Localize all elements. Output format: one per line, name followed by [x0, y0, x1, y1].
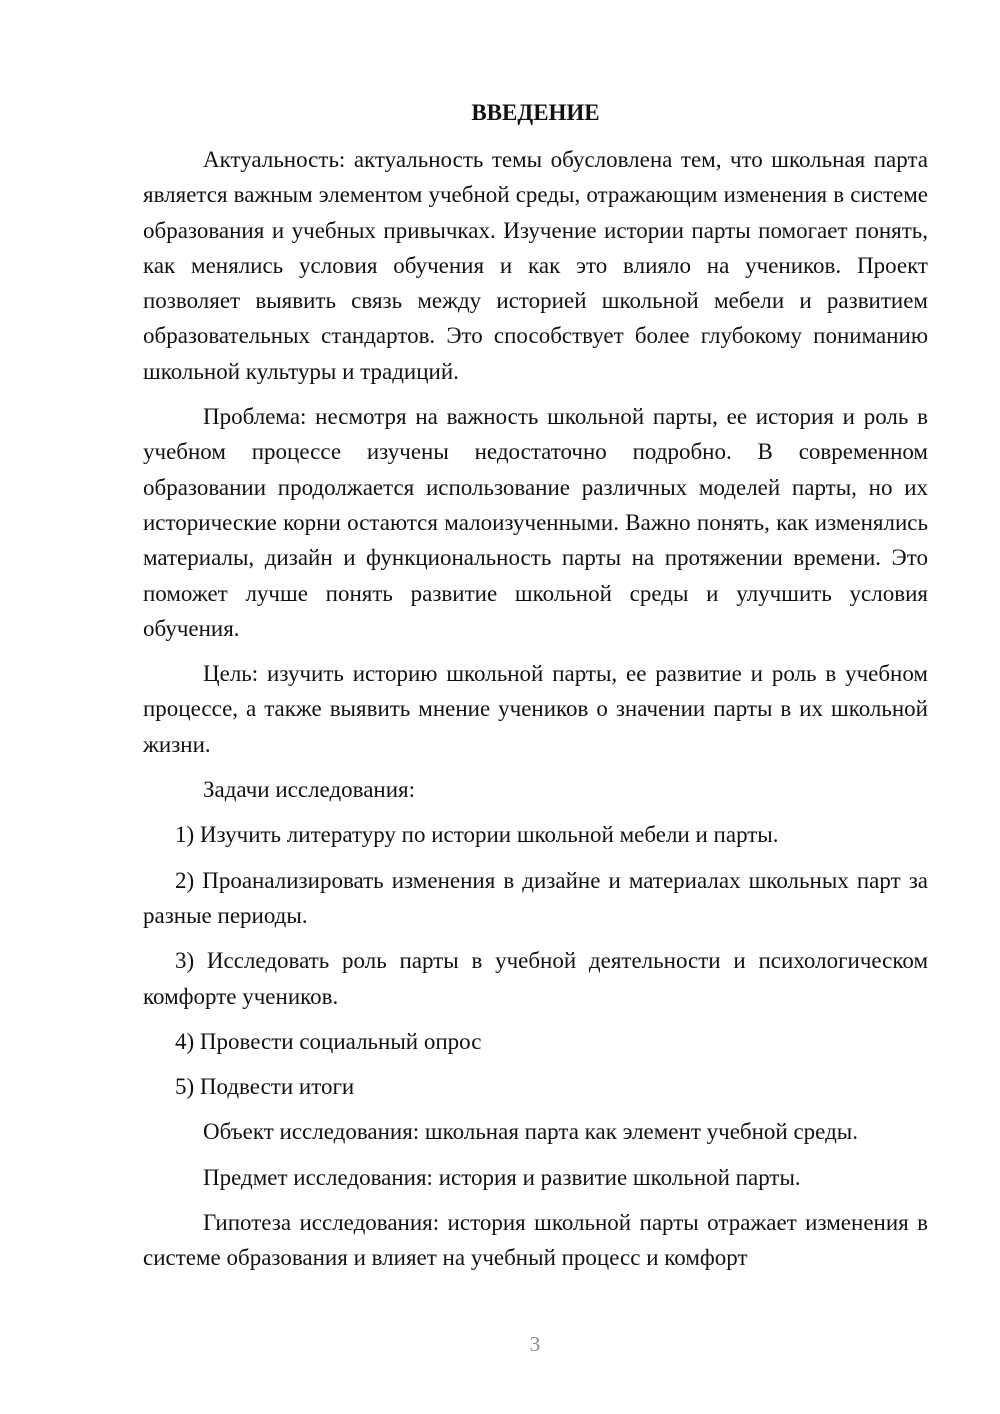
hypothesis-paragraph: Гипотеза исследования: история школьной парты отражает изменения в системе образования и влияет на учебный процесс и комфорт [143, 1210, 928, 1271]
document-body [143, 142, 928, 1276]
tasks-heading: Задачи исследования: [203, 777, 416, 803]
task-item-5: 5) Подвести итоги [175, 1074, 355, 1100]
problem-paragraph: Проблема: несмотря на важность школьной парты, ее история и роль в учебном процессе изучены недостаточно подробно. В современном образовании продолжается использование различных моделей парты, но их исторические корни остаются малоизученными. Важно понять, как изменялись материалы, дизайн и функциональность парты на протяжении времени. Это поможет лучше понять развитие школьной среды и улучшить условия обучения. [143, 404, 928, 641]
task-item-2: 2) Проанализировать изменения в дизайне и материалах школьных парт за разные периоды. [143, 867, 928, 928]
task-item-4: 4) Провести социальный опрос [175, 1028, 482, 1054]
subject-paragraph: Предмет исследования: история и развитие школьной парты. [203, 1164, 801, 1190]
page-title: ВВЕДЕНИЕ [471, 100, 600, 125]
relevance-paragraph: Актуальность: актуальность темы обусловлена тем, что школьная парта является важным элементом учебной среды, отражающим изменения в системе образования и учебных привычках. Изучение истории парты помогает понять, как менялись условия обучения и как это влияло на учеников. Проект позволяет выявить связь между историей школьной мебели и развитием образовательных стандартов. Это способствует более глубокому пониманию школьной культуры и традиций. [143, 147, 928, 384]
goal-paragraph: Цель: изучить историю школьной парты, ее развитие и роль в учебном процессе, а также выявить мнение учеников о значении парты в их школьной жизни. [143, 661, 928, 757]
task-item-1: 1) Изучить литературу по истории школьной мебели и парты. [175, 822, 779, 848]
task-item-3: 3) Исследовать роль парты в учебной деятельности и психологическом комфорте учеников. [143, 948, 928, 1009]
page-number: 3 [529, 1332, 541, 1356]
object-paragraph: Объект исследования: школьная парта как элемент учебной среды. [203, 1119, 858, 1145]
